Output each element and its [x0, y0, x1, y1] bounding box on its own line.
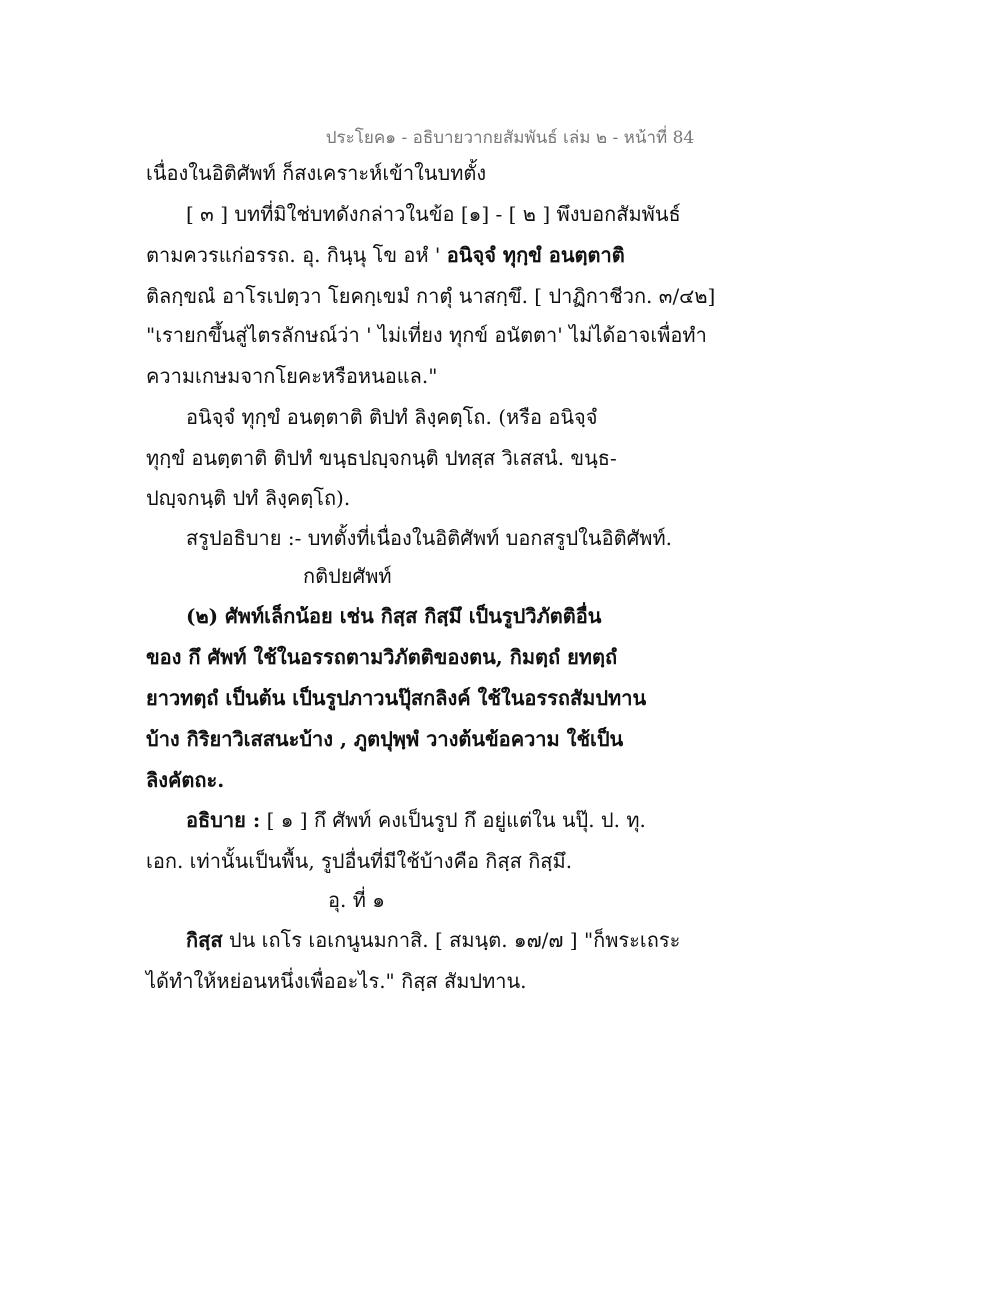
text-line: บ้าง กิริยาวิเสสนะบ้าง , ภูตปุพฺพํ วางต้นข้อความ ใช้เป็น: [146, 727, 624, 751]
bold-text: กิสฺส: [186, 928, 223, 952]
bold-text: อนิจฺจํ ทุกฺขํ อนตฺตาติ: [446, 243, 625, 267]
text-line: ทุกฺขํ อนตฺตาติ ติปทํ ขนฺธปญฺจกนฺติ ปทสฺส วิเสสนํ. ขนฺธ-: [146, 446, 617, 470]
text-line: [186, 810, 646, 830]
text-segment: [ ๑ ] กึ ศัพท์ คงเป็นรูป กึ อยู่แต่ใน นปุ๊. ป. ทุ.: [260, 808, 646, 832]
text-line: ลิงคัตถะ.: [146, 768, 225, 792]
page-header: ประโยค๑ - อธิบายวากยสัมพันธ์ เล่ม ๒ - หน้าที่ 84: [325, 128, 695, 148]
text-line: ยาวทตฺถํ เป็นต้น เป็นรูปภาวนปุ๊สกลิงค์ ใช้ในอรรถสัมปทาน: [146, 686, 647, 710]
text-line: "เรายกขึ้นสู่ไตรลักษณ์ว่า ' ไม่เที่ยง ทุกข์ อนัตตา' ไม่ได้อาจเพื่อทำ: [146, 323, 707, 347]
text-line: ติลกฺขณํ อาโรเปตฺวา โยคกฺเขมํ กาตุํ นาสกฺขึ. [ ปาฏิกาชีวก. ๓/๔๒]: [146, 284, 716, 308]
text-segment: ปน เถโร เอเกนูนมกาสิ. [ สมนฺต. ๑๗/๗ ] "ก็พระเถระ: [222, 928, 681, 952]
example-heading: อุ. ที่ ๑: [328, 888, 385, 912]
text-line: ได้ทำให้หย่อนหนึ่งเพื่ออะไร." กิสฺส สัมปทาน.: [146, 969, 527, 993]
bold-text: อธิบาย :: [186, 808, 261, 832]
text-line: (๒) ศัพท์เล็กน้อย เช่น กิสฺส กิสฺมึ เป็นรูปวิภัตติอื่น: [186, 604, 602, 628]
text-line: [146, 245, 625, 265]
text-line: เนื่องในอิติศัพท์ ก็สงเคราะห์เข้าในบทตั้ง: [146, 161, 487, 185]
text-line: เอก. เท่านั้นเป็นพื้น, รูปอื่นที่มีใช้บ้างคือ กิสฺส กิสฺมึ.: [146, 849, 573, 873]
text-line: สรูปอธิบาย :- บทตั้งที่เนื่องในอิติศัพท์ บอกสรูปในอิติศัพท์.: [186, 526, 672, 550]
section-heading: กติปยศัพท์: [303, 564, 392, 588]
text-line: ของ กึ ศัพท์ ใช้ในอรรถตามวิภัตติของตน, กิมตฺถํ ยทตฺถํ: [146, 645, 618, 669]
text-line: อนิจฺจํ ทุกฺขํ อนตฺตาติ ติปทํ ลิงฺคตฺโถ. (หรือ อนิจฺจํ: [186, 405, 598, 429]
text-line: [ ๓ ] บทที่มิใช่บทดังกล่าวในข้อ [๑] - [ ๒ ] พึงบอกสัมพันธ์: [186, 202, 681, 226]
text-segment: ตามควรแก่อรรถ. อุ. กินฺนุ โข อหํ ': [146, 243, 447, 267]
text-line: ความเกษมจากโยคะหรือหนอแล.": [146, 364, 438, 388]
text-line: [186, 930, 680, 950]
text-line: ปญฺจกนฺติ ปทํ ลิงฺคตฺโถ).: [146, 486, 351, 510]
